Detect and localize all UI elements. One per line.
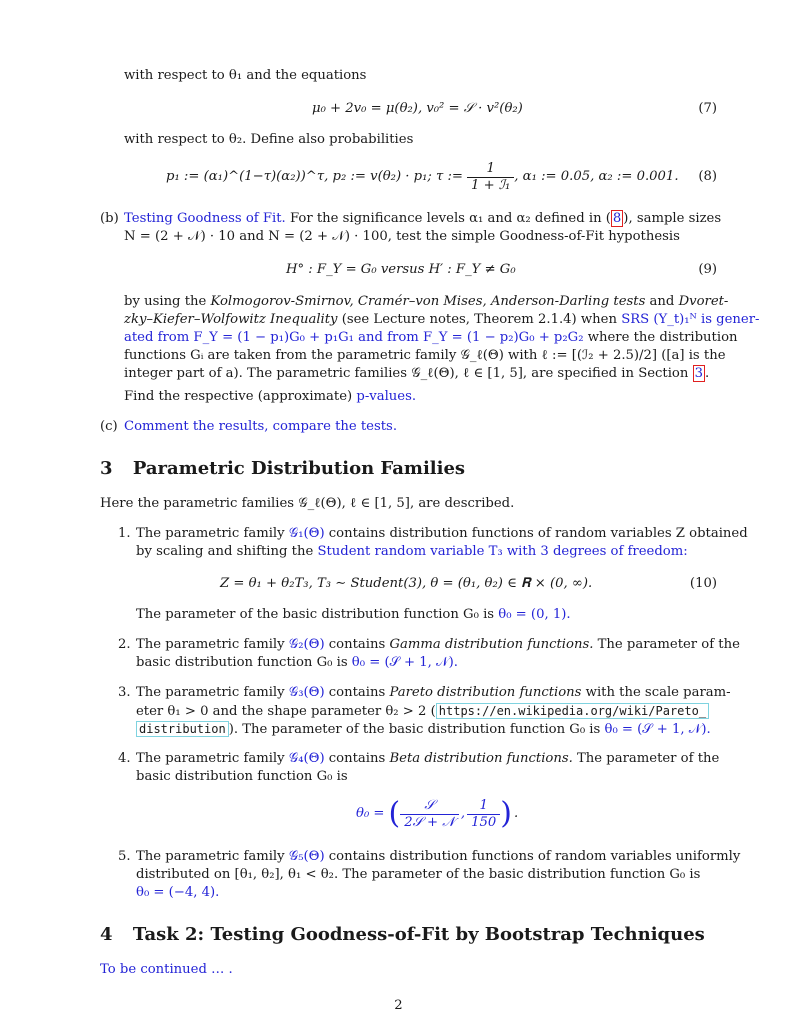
family-4-link[interactable]: 𝒢₄(Θ) [288,751,325,766]
text-span: (see Lecture notes, Theorem 2.1.4) when [341,312,617,327]
equation-8-right: , α₁ := 0.05, α₂ := 0.001. [514,169,679,184]
text-span: basic distribution function G₀ is [136,655,348,670]
text-span: by scaling and shifting the [136,544,314,559]
fraction-numerator: 1 [467,161,514,178]
text-span: ), sample sizes [623,211,722,226]
text-span: Pareto distribution functions [389,685,582,700]
text-span: The parametric family [136,637,285,652]
text-span: The parameter of the [597,637,740,652]
list-marker: 2. [118,637,131,652]
left-paren: ( [388,796,401,831]
fraction-s-over [400,798,459,831]
text-line [124,293,728,311]
text-span: ). The parameter of the basic distribution function G₀ is [228,722,601,737]
theta0-link[interactable]: θ₀ = (−4, 4). [136,885,220,900]
text-span: Beta distribution functions. [389,751,573,766]
text-span: The parametric family [136,685,285,700]
text-span: contains [328,685,386,700]
text-span: contains distribution functions of random variables uniformly [328,849,741,864]
equation-number: (9) [698,262,717,277]
equation-8-tau [436,159,679,195]
family-3-link[interactable]: 𝒢₃(Θ) [288,685,325,700]
text-line: with respect to θ₁ and the equations [124,68,367,83]
text-line [136,684,731,702]
equation-ref-link[interactable]: 8 [612,211,622,226]
fraction-numerator: 𝒮 [400,798,459,815]
tau-label: τ := [436,169,463,184]
text-span: The parametric family [136,849,285,864]
text-line [136,702,709,721]
theta0-link[interactable]: θ₀ = (𝒮 + 1, 𝒩). [351,655,458,670]
text-span: where the distribution [587,330,738,345]
text-span: Gamma distribution functions. [389,637,594,652]
right-paren: ) [500,796,512,831]
section-number: 3 [100,458,113,479]
section-title: Task 2: Testing Goodness-of-Fit by Bootstrap Techniques [132,924,705,945]
text-span: Find the respective (approximate) [124,389,353,404]
text-span: integer part of a). The parametric families 𝒢_ℓ(Θ), ℓ ∈ [1, 5], are specified in Section [124,366,689,381]
text-span: The parametric family [136,751,285,766]
equation-7: μ₀ + 2v₀ = μ(θ₂), v₀² = 𝒮 · v²(θ₂) [312,101,523,116]
page-number: 2 [394,998,403,1013]
text-span: Kolmogorov-Smirnov, Cramér–von Mises, Anderson-Darling tests [210,294,646,309]
text-span: contains [328,637,386,652]
section-title: Parametric Distribution Families [132,458,466,479]
text-line [124,329,738,347]
text-line [124,388,416,406]
pareto-url-link-cont[interactable]: distribution [136,721,229,737]
period: . [513,806,519,821]
fraction-one-over [467,798,500,831]
student-link[interactable]: Student random variable T₃ with 3 degrees of freedom: [317,544,688,559]
text-span: contains [328,751,386,766]
list-marker: 5. [118,849,131,864]
section-heading [100,926,705,944]
text-line: distributed on [θ₁, θ₂], θ₁ < θ₂. The parameter of the basic distribution function G₀ is [136,867,701,882]
text-line [124,365,709,383]
theta0-link[interactable]: θ₀ = (𝒮 + 1, 𝒩). [604,722,711,737]
family-2-link[interactable]: 𝒢₂(Θ) [288,637,325,652]
text-span: The parametric family [136,526,285,541]
equation-number: (7) [698,101,717,116]
text-line: Here the parametric families 𝒢_ℓ(Θ), ℓ ∈ [1, 5], are described. [100,496,515,511]
equation-beta-theta0 [356,794,518,834]
text-span: For the significance levels α₁ and α₂ defined in [289,211,602,226]
tau-fraction [467,161,514,194]
equation-10: Z = θ₁ + θ₂T₃, T₃ ∼ Student(3), θ = (θ₁, θ₂) ∈ 𝐑 × (0, ∞). [220,576,593,591]
text-span: and [649,294,675,309]
text-span: Dvoret- [678,294,729,309]
generated-from-link[interactable]: ated from F_Y = (1 − p₁)G₀ + p₁G₁ and from F_Y = (1 − p₂)G₀ + p₂G₂ [124,330,584,345]
p-values-link[interactable]: p-values. [356,389,417,404]
list-marker: (c) [100,419,118,434]
text-line [136,720,711,739]
fraction-numerator: 1 [467,798,500,815]
section-ref-link[interactable]: 3 [694,366,703,381]
text-line [124,311,760,329]
section-heading [100,460,465,478]
text-span: eter θ₁ > 0 and the shape parameter θ₂ > 2 ( [136,704,436,719]
text-span: zky–Kiefer–Wolfowitz Inequality [124,312,338,327]
comment-results-link[interactable]: Comment the results, compare the tests. [124,419,398,434]
comma: , [460,806,466,821]
text-span: with the scale param- [585,685,731,700]
item-title-link[interactable]: Testing Goodness of Fit. [124,211,286,226]
text-line [136,636,740,654]
text-line: functions Gᵢ are taken from the parametric family 𝒢_ℓ(Θ) with ℓ := [(ℐ₂ + 2.5)/2] ([a] is the [124,348,726,363]
text-span: . [704,366,710,381]
family-5-link[interactable]: 𝒢₅(Θ) [288,849,325,864]
text-line [136,543,688,561]
list-marker: 3. [118,685,131,700]
text-line [136,750,719,768]
fraction-denominator: 150 [471,814,497,830]
text-line: Testing Goodness of Fit. For the significance levels α₁ and α₂ defined in ( 8 ), sample sizes [124,211,722,226]
equation-8-left: p₁ := (α₁)^(1−τ)(α₂))^τ, p₂ := v(θ₂) · p₁; [166,169,432,184]
equation-number: (10) [689,576,717,591]
to-be-continued-link[interactable]: To be continued … . [100,962,233,977]
list-marker: 4. [118,751,131,766]
fraction-denominator: 2𝒮 + 𝒩 [404,814,455,830]
text-line [136,848,740,866]
text-line: basic distribution function G₀ is [136,769,348,784]
list-marker: (b) [100,211,119,226]
pareto-url-link[interactable]: https://en.wikipedia.org/wiki/Pareto_ [436,703,709,719]
text-span: contains distribution functions of random variables Z obtained [328,526,748,541]
text-line [136,525,748,543]
list-marker: 1. [118,526,131,541]
theta0-link[interactable]: θ₀ = (0, 1). [498,607,571,622]
equation-lhs: θ₀ = [356,806,385,821]
text-line: with respect to θ₂. Define also probabilities [124,132,414,147]
equation-number: (8) [698,169,717,184]
equation-9: H° : F_Y = G₀ versus H′ : F_Y ≠ G₀ [286,262,516,277]
family-1-link[interactable]: 𝒢₁(Θ) [288,526,325,541]
srs-link[interactable]: SRS (Y_t)₁ᴺ is gener- [621,312,760,327]
text-span: The parameter of the [577,751,720,766]
text-span: The parameter of the basic distribution function G₀ is [136,607,495,622]
text-line [136,654,458,672]
text-span: by using the [124,294,207,309]
text-line: N = (2 + 𝒩) · 10 and N = (2 + 𝒩) · 100, test the simple Goodness-of-Fit hypothesis [124,229,680,244]
section-number: 4 [100,924,113,945]
fraction-denominator: 1 + ℐ₁ [470,177,511,193]
text-line [136,606,571,624]
